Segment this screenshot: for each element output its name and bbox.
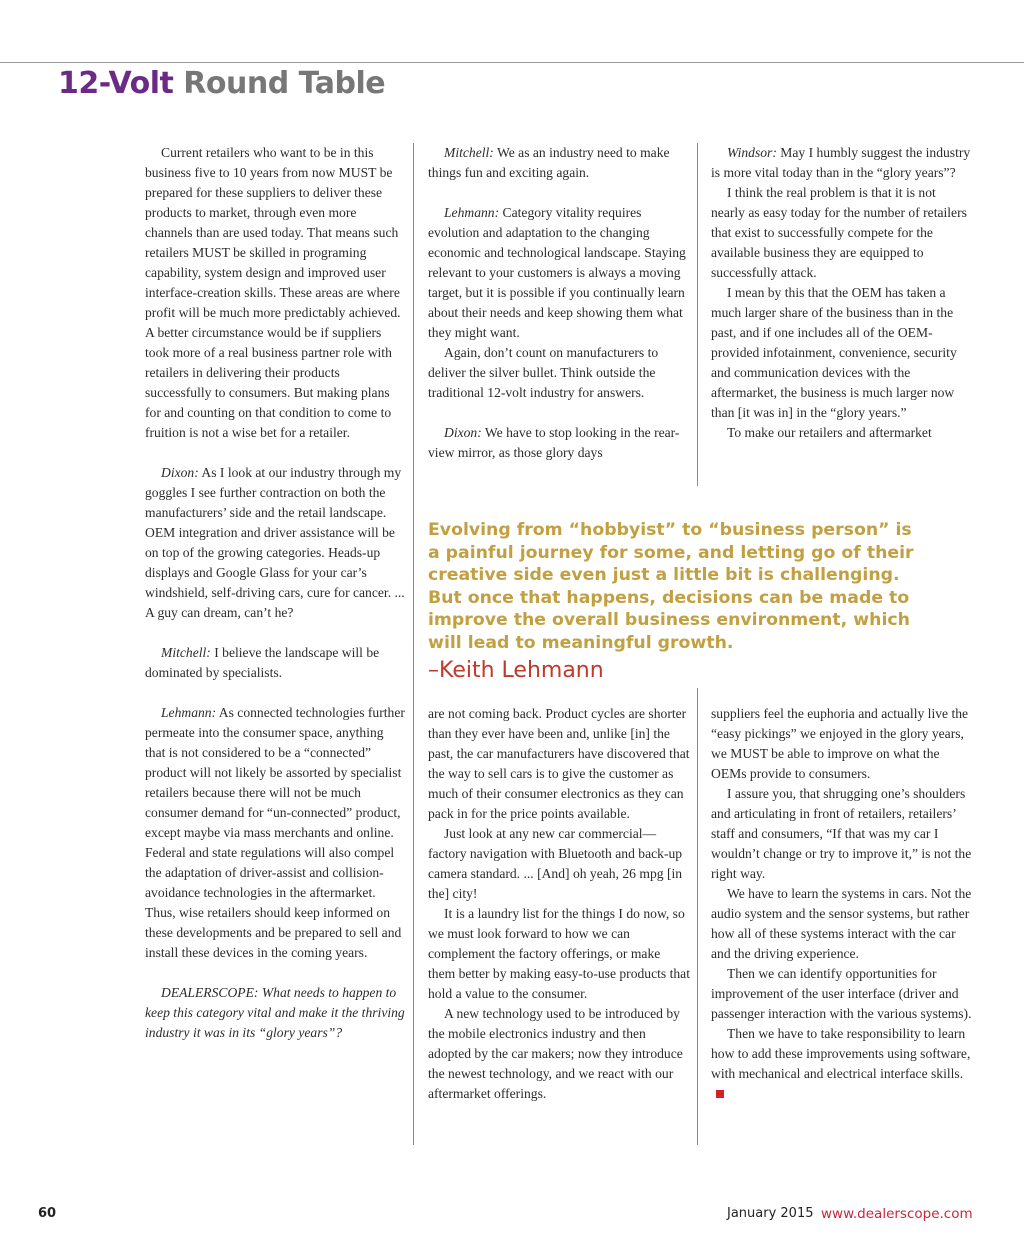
issue-date: January 2015: [727, 1206, 814, 1221]
speaker-name: Lehmann:: [161, 705, 217, 720]
final-paragraph: [711, 1024, 973, 1104]
windsor-answer: [711, 143, 973, 183]
pull-quote-author: –Keith Lehmann: [428, 657, 604, 683]
dixon-answer: [428, 423, 690, 463]
answer-text: I believe the landscape will be dominated by specialists.: [145, 645, 380, 680]
answer-text: We have to stop looking in the rear-view mirror, as those glory days: [428, 425, 680, 460]
end-of-article-icon: [716, 1090, 724, 1098]
speaker-name: Mitchell:: [161, 645, 211, 660]
paragraph: It is a laundry list for the things I do now, so we must look forward to how we can complement the factory offerings, or make them better by making easy-to-use products that hold a value to the consumer.: [428, 906, 690, 1001]
paragraph: Then we can identify opportunities for improvement of the user interface (driver and passenger interaction with the various systems).: [711, 966, 972, 1021]
section-title-rest: Round Table: [183, 66, 386, 101]
paragraph: A new technology used to be introduced by the mobile electronics industry and then adopted by the car makers; now they introduce the newest technology, and we react with our aftermarket offerings.: [428, 1006, 683, 1101]
pull-quote-line: Evolving from “hobbyist” to “business person” is: [428, 520, 912, 540]
article-column-1: [145, 143, 407, 1043]
question-speaker: DEALERSCOPE:: [161, 985, 259, 1000]
section-title-accent: 12-Volt: [58, 66, 174, 101]
answer-text: Category vitality requires evolution and adaptation to the changing economic and technological landscape. Staying relevant to your customers is always a moving target, but it is possible if you continually learn about their needs and keep showing them what they might want.: [428, 205, 686, 340]
paragraph: We have to learn the systems in cars. Not the audio system and the sensor systems, but rather how all of these systems interact with the car and the driving experience.: [711, 886, 972, 961]
pull-quote-line: But once that happens, decisions can be made to: [428, 587, 910, 608]
article-column-2-bottom: [428, 704, 690, 1104]
paragraph: I mean by this that the OEM has taken a much larger share of the business than in the past, and if one includes all of the OEM-provided infotainment, convenience, security and communication devices with the aftermarket, the business is much larger now than [it was in] in the “glory years.”: [711, 285, 957, 420]
mitchell-answer: [428, 143, 690, 183]
paragraph: suppliers feel the euphoria and actually live the “easy pickings” we enjoyed in the glory years, we MUST be able to improve on what the OEMs provide to consumers.: [711, 706, 969, 781]
interview-question: [145, 983, 407, 1043]
section-title: [58, 66, 385, 101]
pull-quote: [428, 519, 988, 684]
lehmann-answer: [428, 203, 690, 343]
website-link[interactable]: www.dealerscope.com: [821, 1206, 973, 1222]
article-column-2-top: [428, 143, 690, 463]
pull-quote-line: improve the overall business environment, which: [428, 610, 910, 631]
answer-text: As I look at our industry through my goggles I see further contraction on both the manufacturers’ side and the retail landscape. OEM integration and driver assistance will be on top of the growing categories. Heads-up displays and Google Glass for your car’s windshield, self-driving cars, cure for cancer. ... A guy can dream, can’t he?: [145, 465, 405, 620]
lehmann-answer: [145, 703, 407, 963]
speaker-name: Mitchell:: [444, 145, 494, 160]
page-number: 60: [38, 1206, 57, 1221]
speaker-name: Dixon:: [161, 465, 199, 480]
speaker-name: Dixon:: [444, 425, 482, 440]
speaker-name: Lehmann:: [444, 205, 500, 220]
column-divider: [697, 143, 698, 486]
paragraph: I think the real problem is that it is not nearly as easy today for the number of retailers that exist to successfully compete for the available business they are equipped to successfully attack.: [711, 185, 967, 280]
pull-quote-line: will lead to meaningful growth.: [428, 632, 734, 653]
article-column-3-bottom: [711, 704, 973, 1104]
paragraph: To make our retailers and aftermarket: [727, 425, 932, 440]
paragraph-text: Then we have to take responsibility to learn how to add these improvements using software, with mechanical and electrical interface skills.: [711, 1026, 971, 1081]
header-rule: [0, 62, 1024, 63]
paragraph: are not coming back. Product cycles are shorter than they ever have been and, unlike [in] the past, the car manufacturers have discovered that the way to sell cars is to give the customer as much of their consumer electronics as they can pack in for the price points available.: [428, 706, 690, 821]
dixon-answer: [145, 463, 407, 623]
question-text: What needs to happen to keep this category vital and make it the thriving industry it was in its “glory years”?: [145, 985, 405, 1040]
paragraph: Current retailers who want to be in this business five to 10 years from now MUST be prepared for these suppliers to deliver these products to market, through even more channels than are used today. That means such retailers MUST be skilled in programing capability, system design and improved user interface-creation skills. These areas are where profit will be much more predictably achieved. A better circumstance would be if suppliers took more of a real business partner role with retailers in delivering their products successfully to consumers. But making plans for and counting on that condition to come to fruition is not a wise bet for a retailer.: [145, 145, 401, 440]
paragraph: I assure you, that shrugging one’s shoulders and articulating in front of retailers, retailers’ staff and consumers, “If that was my car I wouldn’t change or try to improve it,” is not the right way.: [711, 786, 972, 881]
paragraph: Again, don’t count on manufacturers to deliver the silver bullet. Think outside the traditional 12-volt industry for answers.: [428, 345, 659, 400]
article-column-3-top: [711, 143, 973, 443]
pull-quote-line: creative side even just a little bit is challenging.: [428, 565, 900, 586]
pull-quote-line: a painful journey for some, and letting go of their: [428, 542, 914, 563]
answer-text: As connected technologies further permeate into the consumer space, anything that is not considered to be a “connected” product will not likely be assorted by specialist retailers because there will not be much consumer demand for “un-connected” product, except maybe via mass merchants and online. Federal and state regulations will also compel the adaptation of driver-assist and collision-avoidance technologies in the aftermarket. Thus, wise retailers should keep informed on these developments and be prepared to sell and install these devices in the coming years.: [145, 705, 405, 960]
speaker-name: Windsor:: [727, 145, 777, 160]
answer-text: We as an industry need to make things fun and exciting again.: [428, 145, 670, 180]
column-divider: [413, 143, 414, 1145]
mitchell-answer: [145, 643, 407, 683]
answer-text: May I humbly suggest the industry is more vital today than in the “glory years”?: [711, 145, 971, 180]
paragraph: Just look at any new car commercial— factory navigation with Bluetooth and back-up camera standard. ... [And] oh yeah, 26 mpg [in the] city!: [428, 826, 683, 901]
column-divider: [697, 688, 698, 1145]
